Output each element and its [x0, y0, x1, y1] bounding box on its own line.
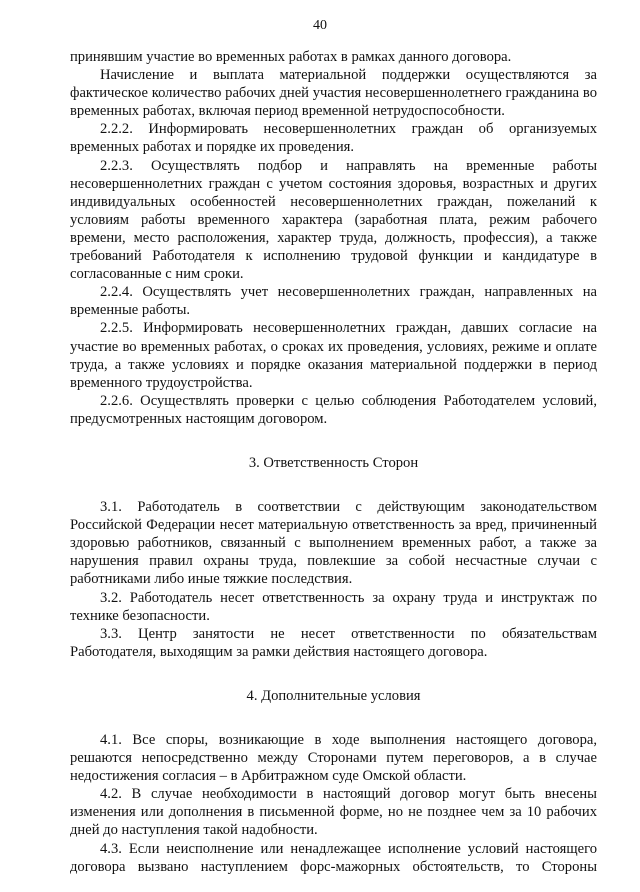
document-body — [70, 48, 597, 876]
paragraph: 4.3. Если неисполнение или ненадлежащее исполнение условий настоящего договора вызвано наступлением форс-мажорных обстоятельств, то Стороны — [70, 840, 597, 875]
paragraph: 2.2.5. Информировать несовершеннолетних граждан, давших согласие на участие во временных работах, о сроках их проведения, условиях, режиме и оплате труда, а также условиях и порядке оказания материальной поддержки в период временного трудоустройства. — [70, 320, 597, 391]
paragraph: 4.2. В случае необходимости в настоящий договор могут быть внесены изменения или дополнения в письменной форме, но не позднее чем за 10 рабочих дней до наступления такой надобности. — [70, 786, 597, 839]
paragraph: 3.2. Работодатель несет ответственность за охрану труда и инструктаж по технике безопасности. — [70, 589, 597, 624]
paragraph: Начисление и выплата материальной поддержки осуществляются за фактическое количество рабочих дней участия несовершеннолетнего гражданина во временных работах, включая период временной нетрудоспособности. — [70, 67, 597, 120]
paragraph: принявшим участие во временных работах в рамках данного договора. — [70, 49, 512, 65]
page-number: 40 — [313, 18, 327, 33]
paragraph: 2.2.2. Информировать несовершеннолетних граждан об организуемых временных работах и порядке их проведения. — [70, 121, 597, 156]
paragraph: 3.3. Центр занятости не несет ответственности по обязательствам Работодателя, выходящим за рамки действия настоящего договора. — [70, 625, 597, 660]
section-heading: 3. Ответственность Сторон — [248, 454, 419, 471]
paragraph: 3.1. Работодатель в соответствии с действующим законодательством Российской Федерации несет материальную ответственность за вред, причиненный здоровью работников, связанный с выполнением временных работ, а также за нарушения правил охраны труда, повлекшие за собой несчастные случаи с работниками либо иные тяжкие последствия. — [70, 499, 597, 588]
paragraph: 2.2.3. Осуществлять подбор и направлять на временные работы несовершеннолетних граждан с учетом состояния здоровья, возрастных и других индивидуальных особенностей несовершеннолетних граждан, пожеланий к условиям работы временного характера (заработная плата, режим рабочего времени, место расположения, характер труда, должность, профессия), а также требований Работодателя к исполнению трудовой функции и кандидатуре в согласованные с ним сроки. — [70, 157, 597, 283]
paragraph: 2.2.4. Осуществлять учет несовершеннолетних граждан, направленных на временные работы. — [70, 284, 597, 319]
paragraph: 2.2.6. Осуществлять проверки с целью соблюдения Работодателем условий, предусмотренных настоящим договором. — [70, 392, 597, 427]
paragraph: 4.1. Все споры, возникающие в ходе выполнения настоящего договора, решаются непосредственно между Сторонами путем переговоров, а в случае недостижения согласия – в Арбитражном суде Омской области. — [70, 732, 597, 785]
section-heading: 4. Дополнительные условия — [246, 687, 421, 704]
